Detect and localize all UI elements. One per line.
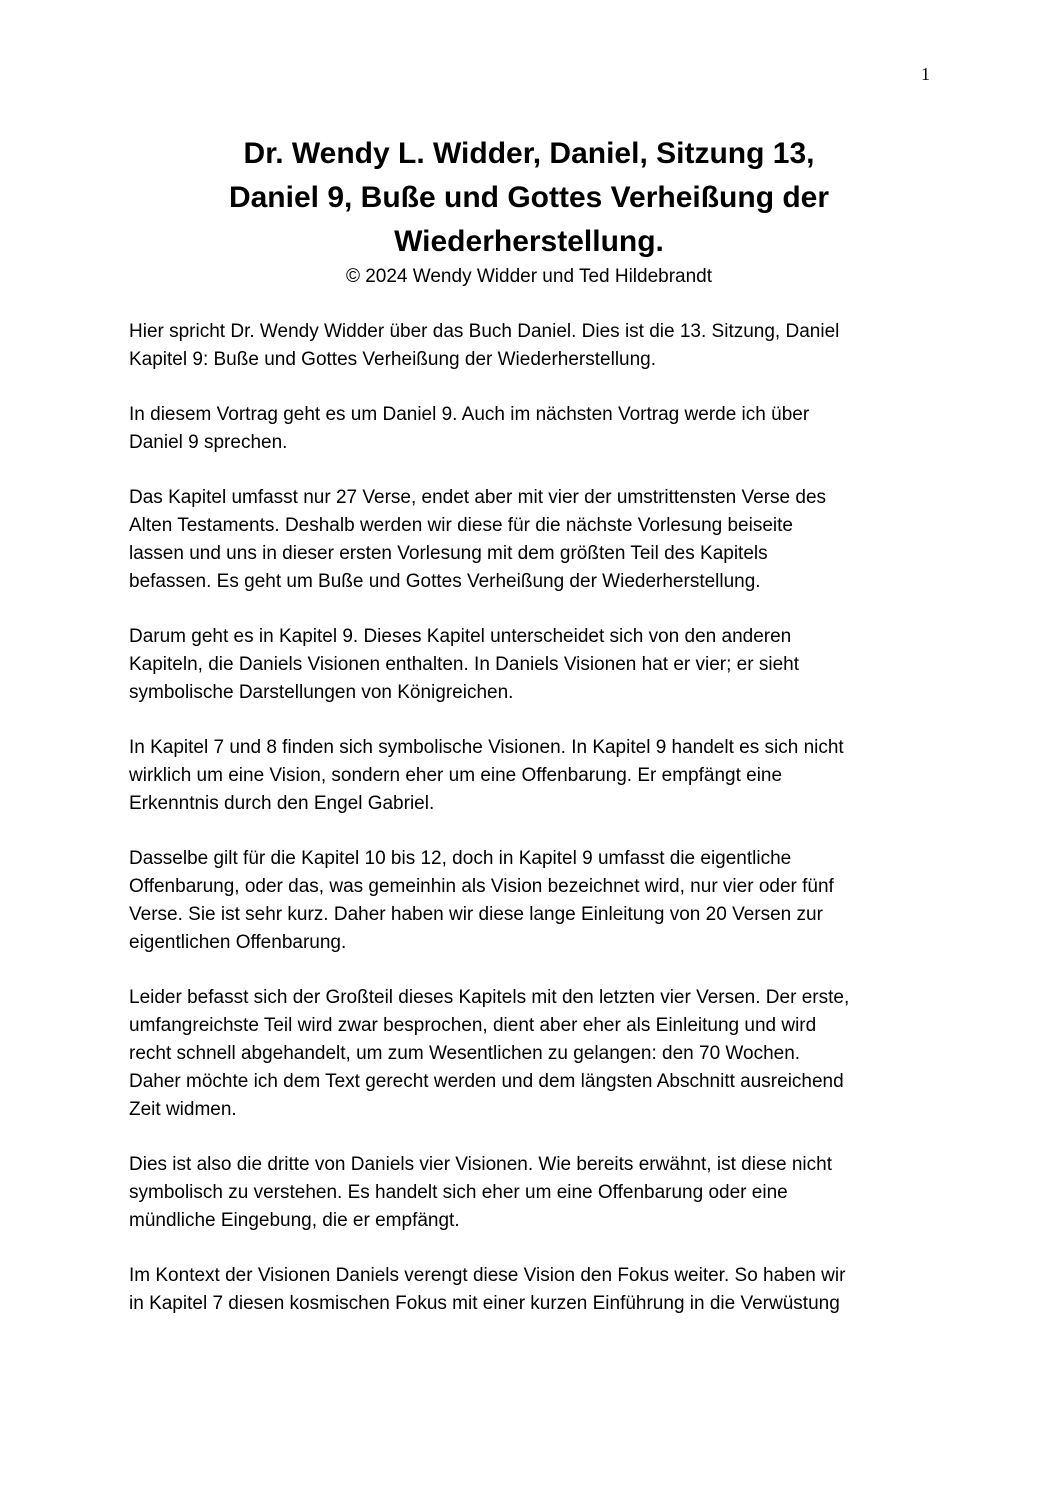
paragraph-line: mündliche Eingebung, die er empfängt.	[129, 1210, 460, 1231]
paragraph-line: Erkenntnis durch den Engel Gabriel.	[129, 793, 435, 814]
paragraph-line: Dasselbe gilt für die Kapitel 10 bis 12, doch in Kapitel 9 umfasst die eigentliche	[129, 848, 792, 869]
paragraph	[129, 1262, 939, 1318]
paragraph	[129, 484, 939, 596]
paragraph-line: Kapiteln, die Daniels Visionen enthalten. In Daniels Visionen hat er vier; er sieht	[129, 654, 799, 675]
paragraph-line: Daniel 9 sprechen.	[129, 432, 288, 453]
title-line: Wiederherstellung.	[394, 225, 664, 258]
title-line: Daniel 9, Buße und Gottes Verheißung der	[228, 181, 830, 214]
paragraph-line: befassen. Es geht um Buße und Gottes Verheißung der Wiederherstellung.	[129, 571, 761, 592]
paragraph-line: Daher möchte ich dem Text gerecht werden und dem längsten Abschnitt ausreichend	[129, 1071, 844, 1092]
paragraph-line: symbolische Darstellungen von Königreichen.	[129, 682, 514, 703]
paragraph-line: lassen und uns in dieser ersten Vorlesung mit dem größten Teil des Kapitels	[129, 543, 768, 564]
paragraph	[129, 623, 939, 707]
paragraph-line: In diesem Vortrag geht es um Daniel 9. Auch im nächsten Vortrag werde ich über	[129, 404, 810, 425]
paragraph-line: Offenbarung, oder das, was gemeinhin als Vision bezeichnet wird, nur vier oder fünf	[129, 876, 834, 897]
paragraph	[129, 401, 939, 457]
paragraph-line: Leider befasst sich der Großteil dieses Kapitels mit den letzten vier Versen. Der erste,	[129, 987, 850, 1008]
copyright-notice: © 2024 Wendy Widder und Ted Hildebrandt	[345, 266, 713, 287]
paragraph-line: Zeit widmen.	[129, 1099, 237, 1120]
paragraph	[129, 845, 939, 957]
paragraph-line: Das Kapitel umfasst nur 27 Verse, endet aber mit vier der umstrittensten Verse des	[129, 487, 827, 508]
paragraph	[129, 734, 939, 818]
paragraph-line: recht schnell abgehandelt, um zum Wesentlichen zu gelangen: den 70 Wochen.	[129, 1043, 801, 1064]
paragraph-line: wirklich um eine Vision, sondern eher um eine Offenbarung. Er empfängt eine	[129, 765, 783, 786]
paragraph-line: eigentlichen Offenbarung.	[129, 932, 347, 953]
page-number: 1	[921, 64, 930, 84]
paragraph-line: umfangreichste Teil wird zwar besprochen, dient aber eher als Einleitung und wird	[129, 1015, 817, 1036]
paragraph-line: symbolisch zu verstehen. Es handelt sich eher um eine Offenbarung oder eine	[129, 1182, 788, 1203]
paragraph-line: Im Kontext der Visionen Daniels verengt diese Vision den Fokus weiter. So haben wir	[129, 1265, 846, 1286]
title-line: Dr. Wendy L. Widder, Daniel, Sitzung 13,	[243, 137, 815, 170]
paragraph	[129, 984, 939, 1124]
paragraph	[129, 318, 939, 374]
paragraph-line: Hier spricht Dr. Wendy Widder über das Buch Daniel. Dies ist die 13. Sitzung, Daniel	[129, 321, 840, 342]
paragraph-line: Kapitel 9: Buße und Gottes Verheißung der Wiederherstellung.	[129, 349, 657, 370]
paragraph-line: Darum geht es in Kapitel 9. Dieses Kapitel unterscheidet sich von den anderen	[129, 626, 792, 647]
document-body	[129, 318, 939, 1345]
paragraph-line: Alten Testaments. Deshalb werden wir diese für die nächste Vorlesung beiseite	[129, 515, 793, 536]
paragraph	[129, 1151, 939, 1235]
paragraph-line: in Kapitel 7 diesen kosmischen Fokus mit einer kurzen Einführung in die Verwüstung	[129, 1293, 840, 1314]
document-title	[130, 132, 928, 264]
paragraph-line: Dies ist also die dritte von Daniels vier Visionen. Wie bereits erwähnt, ist diese nicht	[129, 1154, 832, 1175]
paragraph-line: In Kapitel 7 und 8 finden sich symbolische Visionen. In Kapitel 9 handelt es sich nicht	[129, 737, 844, 758]
paragraph-line: Verse. Sie ist sehr kurz. Daher haben wir diese lange Einleitung von 20 Versen zur	[129, 904, 823, 925]
